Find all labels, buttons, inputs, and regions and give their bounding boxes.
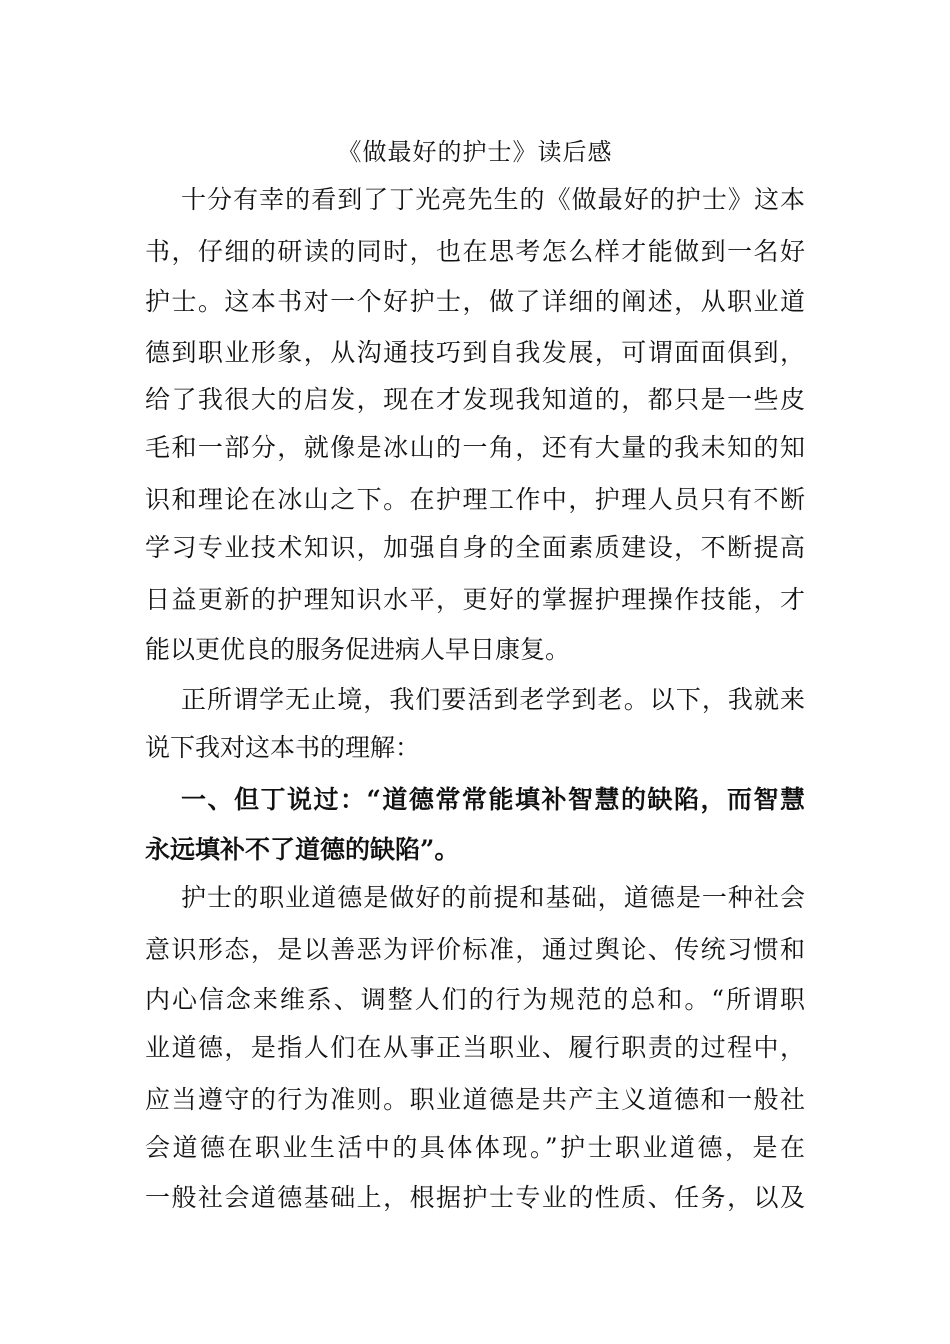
paragraph-1-line-9: 日益更新的护理知识水平，更好的掌握护理操作技能，才 <box>145 585 805 614</box>
paragraph-1-line-6: 毛和一部分，就像是冰山的一角，还有大量的我未知的知 <box>145 433 805 462</box>
paragraph-1-line-4: 德到职业形象，从沟通技巧到自我发展，可谓面面俱到， <box>145 338 805 367</box>
paragraph-3-line-4: 业道德，是指人们在从事正当职业、履行职责的过程中， <box>145 1033 805 1062</box>
paragraph-3-line-7: 一般社会道德基础上，根据护士专业的性质、任务，以及 <box>145 1183 805 1212</box>
paragraph-3-line-5: 应当遵守的行为准则。职业道德是共产主义道德和一般社 <box>145 1085 805 1114</box>
section-heading-line-2: 永远填补不了道德的缺陷”。 <box>145 835 460 864</box>
paragraph-1-line-5: 给了我很大的启发，现在才发现我知道的，都只是一些皮 <box>145 385 805 414</box>
paragraph-1-line-7: 识和理论在冰山之下。在护理工作中，护理人员只有不断 <box>145 485 805 514</box>
paragraph-1-line-1: 十分有幸的看到了丁光亮先生的《做最好的护士》这本 <box>181 185 805 214</box>
document-title: 《做最好的护士》读后感 <box>337 138 613 166</box>
paragraph-1-line-8: 学习专业技术知识，加强自身的全面素质建设，不断提高 <box>145 533 805 562</box>
section-heading-line-1: 一、但丁说过：“道德常常能填补智慧的缺陷，而智慧 <box>181 785 805 814</box>
paragraph-2-line-1: 正所谓学无止境，我们要活到老学到老。以下，我就来 <box>181 685 805 714</box>
paragraph-3-line-1: 护士的职业道德是做好的前提和基础，道德是一种社会 <box>181 883 805 912</box>
paragraph-3-line-2: 意识形态，是以善恶为评价标准，通过舆论、传统习惯和 <box>145 935 805 964</box>
paragraph-1-line-3: 护士。这本书对一个好护士，做了详细的阐述，从职业道 <box>145 287 805 316</box>
paragraph-3-line-3: 内心信念来维系、调整人们的行为规范的总和。“所谓职 <box>145 985 805 1014</box>
paragraph-1-line-2: 书，仔细的研读的同时，也在思考怎么样才能做到一名好 <box>145 237 805 266</box>
paragraph-1-line-10: 能以更优良的服务促进病人早日康复。 <box>145 635 571 664</box>
paragraph-3-line-6: 会道德在职业生活中的具体体现。”护士职业道德，是在 <box>145 1133 805 1162</box>
paragraph-2-line-2: 说下我对这本书的理解： <box>145 733 421 762</box>
